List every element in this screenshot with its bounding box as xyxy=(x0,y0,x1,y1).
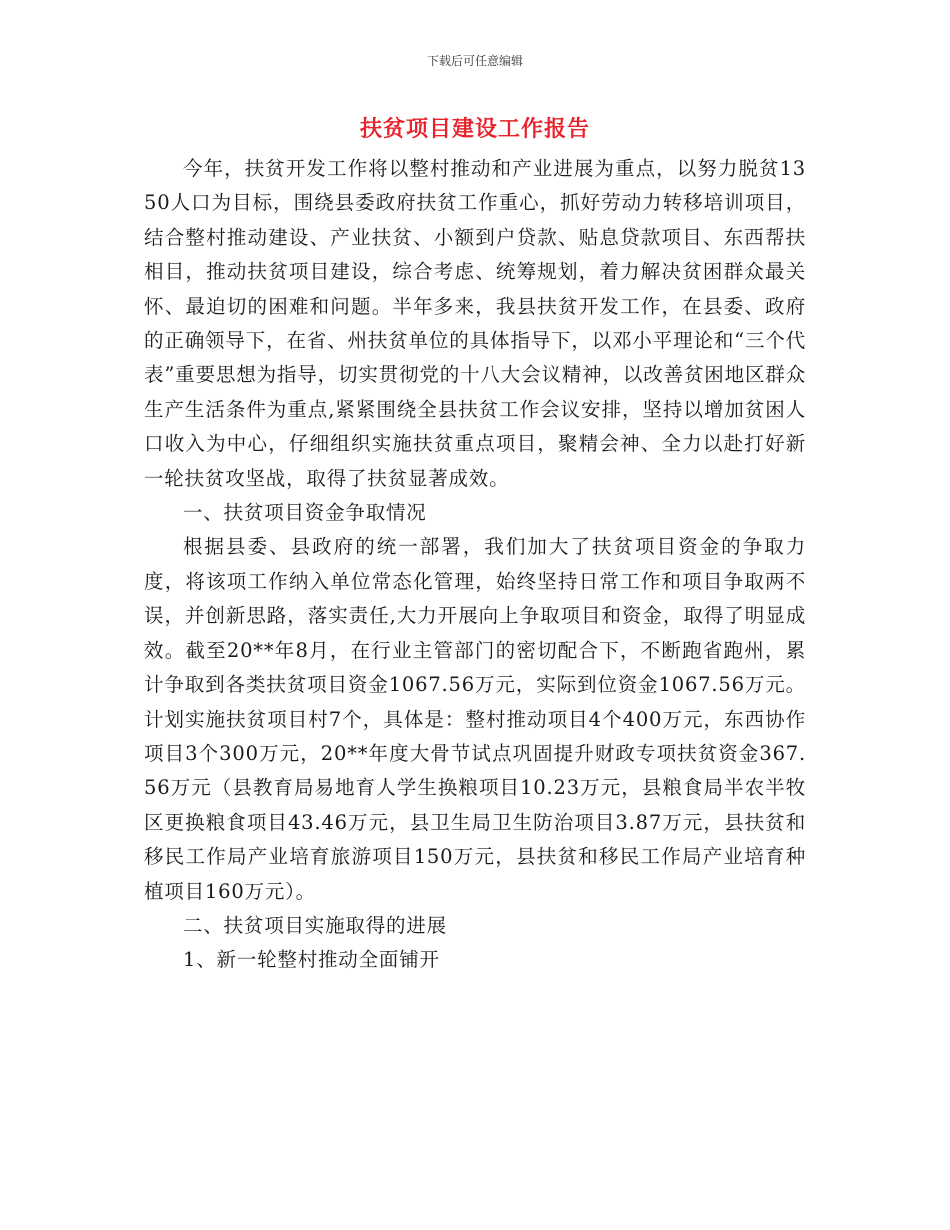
page-header-note: 下载后可任意编辑 xyxy=(426,54,523,68)
subsection-1-heading: 1、新一轮整村推动全面铺开 xyxy=(183,948,440,972)
document-title: 扶贫项目建设工作报告 xyxy=(359,117,590,142)
section-1-heading: 一、扶贫项目资金争取情况 xyxy=(183,501,427,525)
intro-paragraph: 今年，扶贫开发工作将以整村推动和产业进展为重点，以努力脱贫1350人口为目标，围绕县委政府扶贫工作重心，抓好劳动力转移培训项目，结合整村推动建设、产业扶贫、小额到户贷款、贴息贷款项目、东西帮扶相目，推动扶贫项目建设，综合考虑、统筹规划，着力解决贫困群众最关怀、最迫切的困难和问题。半年多来，我县扶贫开发工作，在县委、政府的正确领导下，在省、州扶贫单位的具体指导下，以邓小平理论和“三个代表”重要思想为指导，切实贯彻党的十八大会议精神，以改善贫困地区群众生产生活条件为重点,紧紧围绕全县扶贫工作会议安排，坚持以增加贫困人口收入为中心，仔细组织实施扶贫重点项目，聚精会神、全力以赴打好新一轮扶贫攻坚战，取得了扶贫显著成效。 xyxy=(144,157,806,490)
document-body xyxy=(144,152,806,978)
section-1-paragraph: 根据县委、县政府的统一部署，我们加大了扶贫项目资金的争取力度，将该项工作纳入单位常态化管理，始终坚持日常工作和项目争取两不误，并创新思路，落实责任,大力开展向上争取项目和资金，取得了明显成效。截至20**年8月，在行业主管部门的密切配合下，不断跑省跑州，累计争取到各类扶贫项目资金1067.56万元，实际到位资金1067.56万元。计划实施扶贫项目村7个，具体是：整村推动项目4个400万元，东西协作项目3个300万元，20**年度大骨节试点巩固提升财政专项扶贫资金367.56万元（县教育局易地育人学生换粮项目10.23万元，县粮食局半农半牧区更换粮食项目43.46万元，县卫生局卫生防治项目3.87万元，县扶贫和移民工作局产业培育旅游项目150万元，县扶贫和移民工作局产业培育种植项目160万元）。 xyxy=(144,535,806,903)
section-2-heading: 二、扶贫项目实施取得的进展 xyxy=(183,913,447,937)
